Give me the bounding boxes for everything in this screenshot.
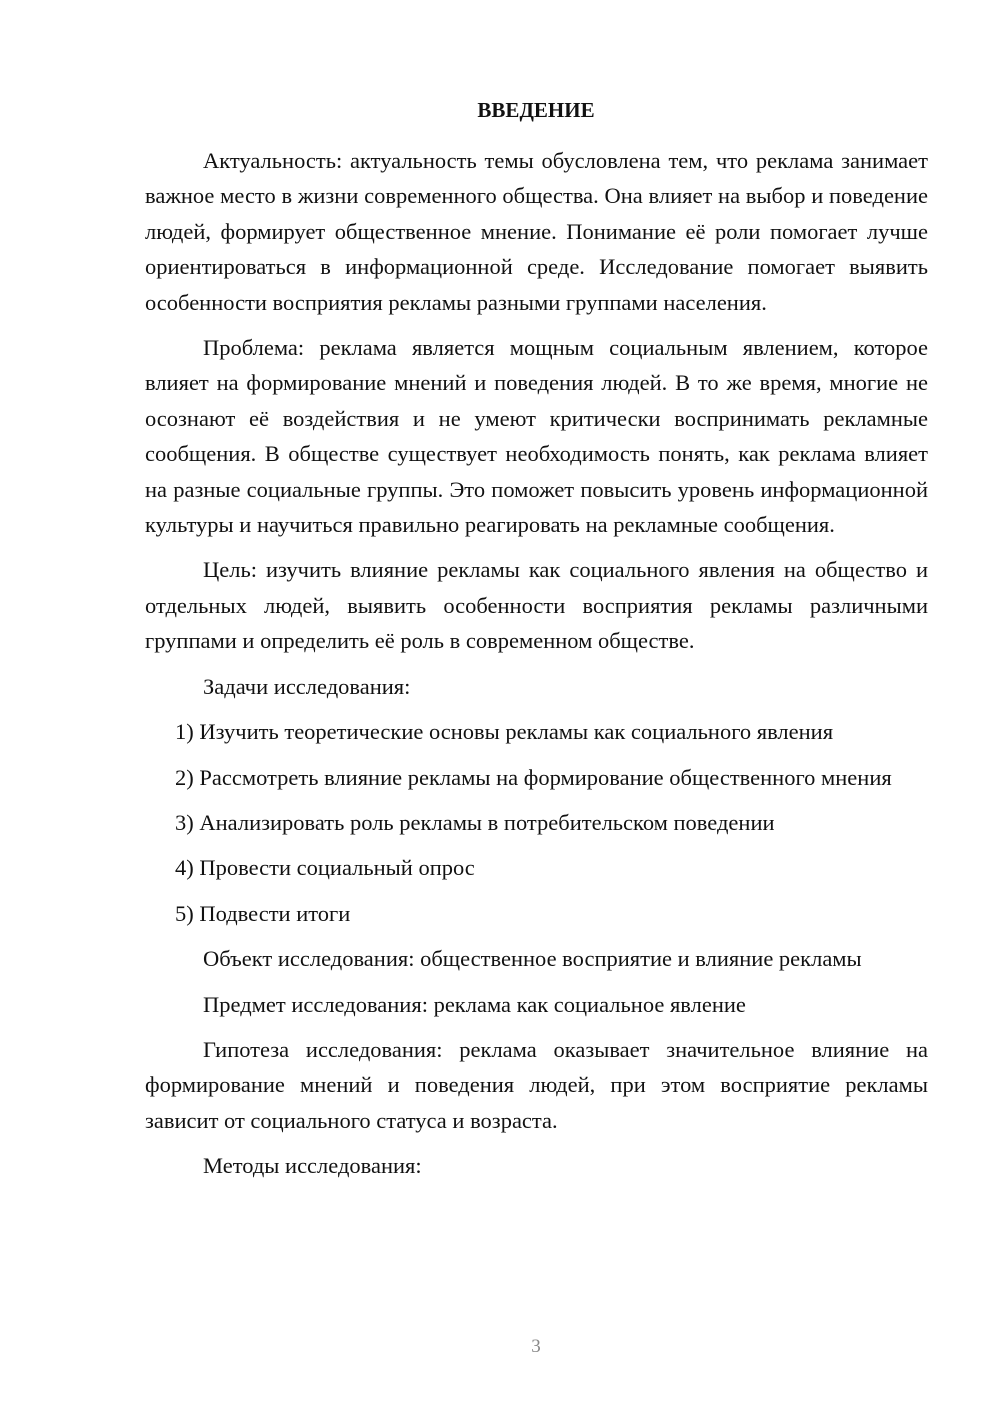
subject-paragraph: Предмет исследования: реклама как социальное явление [203,991,746,1017]
task-item-5: 5) Подвести итоги [175,900,351,926]
document-body [145,143,928,1184]
tasks-title: Задачи исследования: [203,673,411,699]
object-paragraph: Объект исследования: общественное восприятие и влияние рекламы [203,946,862,972]
hypothesis-paragraph: Гипотеза исследования: реклама оказывает значительное влияние на формирование мнений и поведения людей, при этом восприятие рекламы зависит от социального статуса и возраста. [145,1036,928,1133]
page-title: ВВЕДЕНИЕ [477,98,595,122]
page-number: 3 [531,1336,541,1357]
task-item-4: 4) Провести социальный опрос [175,855,475,881]
problem-paragraph: Проблема: реклама является мощным социальным явлением, которое влияет на формирование мнений и поведения людей. В то же время, многие не осознают её воздействия и не умеют критически воспринимать рекламные сообщения. В обществе существует необходимость понять, как реклама влияет на разные социальные группы. Это поможет повысить уровень информационной культуры и научиться правильно реагировать на рекламные сообщения. [145,335,928,538]
task-item-1: 1) Изучить теоретические основы рекламы как социального явления [175,719,834,745]
methods-title: Методы исследования: [203,1153,422,1179]
task-item-3: 3) Анализировать роль рекламы в потребительском поведении [175,809,775,835]
task-item-2: 2) Рассмотреть влияние рекламы на формирование общественного мнения [175,764,892,790]
relevance-paragraph: Актуальность: актуальность темы обусловлена тем, что реклама занимает важное место в жизни современного общества. Она влияет на выбор и поведение людей, формирует общественное мнение. Понимание её роли помогает лучше ориентироваться в информационной среде. Исследование помогает выявить особенности восприятия рекламы разными группами населения. [145,148,928,315]
goal-paragraph: Цель: изучить влияние рекламы как социального явления на общество и отдельных людей, выявить особенности восприятия рекламы различными группами и определить её роль в современном обществе. [145,557,928,654]
